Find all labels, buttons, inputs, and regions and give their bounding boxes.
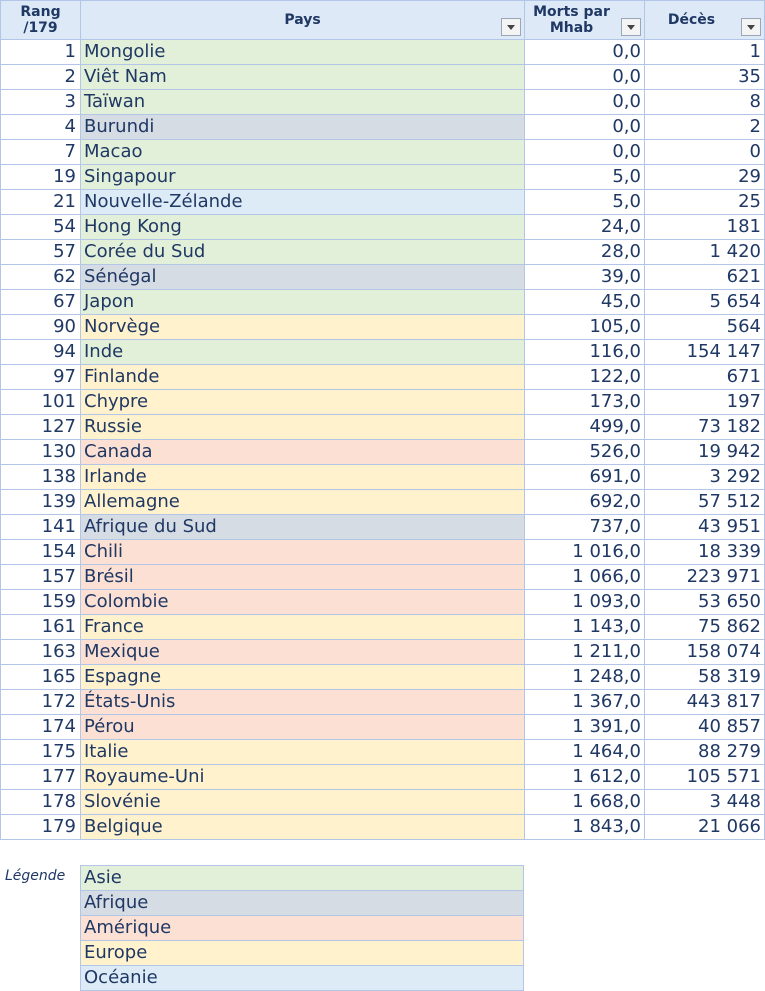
deaths-per-mhab-cell[interactable]: 1 211,0	[525, 640, 645, 665]
deaths-per-mhab-cell[interactable]: 173,0	[525, 390, 645, 415]
deaths-per-mhab-cell[interactable]: 1 093,0	[525, 590, 645, 615]
deaths-cell[interactable]: 5 654	[645, 290, 765, 315]
header-deaths[interactable]	[645, 1, 765, 40]
country-cell[interactable]: Inde	[81, 340, 525, 365]
deaths-cell[interactable]: 25	[645, 190, 765, 215]
country-cell[interactable]: Mongolie	[81, 40, 525, 65]
deaths-per-mhab-cell[interactable]: 5,0	[525, 165, 645, 190]
rank-cell[interactable]: 159	[1, 590, 81, 615]
deaths-per-mhab-cell[interactable]: 1 367,0	[525, 690, 645, 715]
deaths-per-mhab-cell[interactable]: 45,0	[525, 290, 645, 315]
country-cell[interactable]: Corée du Sud	[81, 240, 525, 265]
table-row	[1, 215, 765, 240]
chevron-down-icon	[627, 25, 635, 30]
deaths-cell[interactable]: 197	[645, 390, 765, 415]
country-cell[interactable]: Royaume-Uni	[81, 765, 525, 790]
rank-cell[interactable]: 179	[1, 815, 81, 840]
deaths-per-mhab-cell[interactable]: 0,0	[525, 40, 645, 65]
rank-cell[interactable]: 172	[1, 690, 81, 715]
rank-cell[interactable]: 139	[1, 490, 81, 515]
legend-body	[81, 866, 524, 991]
rank-cell[interactable]: 161	[1, 615, 81, 640]
rank-cell[interactable]: 54	[1, 215, 81, 240]
legend-item-asie: Asie	[81, 866, 524, 891]
table-row	[1, 690, 765, 715]
table-row	[1, 790, 765, 815]
deaths-cell[interactable]: 1 420	[645, 240, 765, 265]
rank-cell[interactable]: 3	[1, 90, 81, 115]
deaths-cell[interactable]: 40 857	[645, 715, 765, 740]
table-row	[1, 490, 765, 515]
deaths-per-mhab-cell[interactable]: 39,0	[525, 265, 645, 290]
deaths-per-mhab-cell[interactable]: 0,0	[525, 140, 645, 165]
table-row	[1, 190, 765, 215]
table-row	[1, 515, 765, 540]
table-row	[1, 90, 765, 115]
country-cell[interactable]: Chypre	[81, 390, 525, 415]
header-deaths-per-mhab[interactable]	[525, 1, 645, 40]
deaths-per-mhab-cell[interactable]: 737,0	[525, 515, 645, 540]
deaths-per-mhab-cell[interactable]: 1 016,0	[525, 540, 645, 565]
country-cell[interactable]: Sénégal	[81, 265, 525, 290]
country-cell[interactable]: Norvège	[81, 315, 525, 340]
deaths-per-mhab-cell[interactable]: 5,0	[525, 190, 645, 215]
table-row	[1, 740, 765, 765]
country-cell[interactable]: Irlande	[81, 465, 525, 490]
deaths-filter-dropdown[interactable]	[741, 18, 761, 36]
rank-cell[interactable]: 94	[1, 340, 81, 365]
table-row	[1, 640, 765, 665]
legend-item-amerique: Amérique	[81, 916, 524, 941]
deaths-per-mhab-cell[interactable]: 1 464,0	[525, 740, 645, 765]
deaths-cell[interactable]: 21 066	[645, 815, 765, 840]
rank-cell[interactable]: 141	[1, 515, 81, 540]
rank-cell[interactable]: 127	[1, 415, 81, 440]
rank-cell[interactable]: 138	[1, 465, 81, 490]
deaths-cell[interactable]: 18 339	[645, 540, 765, 565]
deaths-per-mhab-cell[interactable]: 1 668,0	[525, 790, 645, 815]
deaths-cell[interactable]: 105 571	[645, 765, 765, 790]
legend-item-afrique: Afrique	[81, 891, 524, 916]
country-cell[interactable]: Brésil	[81, 565, 525, 590]
deaths-cell[interactable]: 58 319	[645, 665, 765, 690]
legend-row	[81, 966, 524, 991]
country-cell[interactable]: Taïwan	[81, 90, 525, 115]
deaths-per-mhab-cell[interactable]: 1 612,0	[525, 765, 645, 790]
deaths-cell[interactable]: 29	[645, 165, 765, 190]
legend-row	[81, 866, 524, 891]
country-cell[interactable]: États-Unis	[81, 690, 525, 715]
country-cell[interactable]: Viêt Nam	[81, 65, 525, 90]
deaths-per-mhab-cell[interactable]: 122,0	[525, 365, 645, 390]
country-cell[interactable]: Colombie	[81, 590, 525, 615]
deaths-per-mhab-cell[interactable]: 24,0	[525, 215, 645, 240]
table-row	[1, 465, 765, 490]
deaths-cell[interactable]: 671	[645, 365, 765, 390]
country-cell[interactable]: Burundi	[81, 115, 525, 140]
country-cell[interactable]: Afrique du Sud	[81, 515, 525, 540]
rank-cell[interactable]: 57	[1, 240, 81, 265]
rank-cell[interactable]: 97	[1, 365, 81, 390]
country-cell[interactable]: Pérou	[81, 715, 525, 740]
country-cell[interactable]: France	[81, 615, 525, 640]
country-cell[interactable]: Canada	[81, 440, 525, 465]
country-cell[interactable]: Nouvelle-Zélande	[81, 190, 525, 215]
table-row	[1, 315, 765, 340]
table-row	[1, 340, 765, 365]
header-deaths-label: Décès	[667, 12, 716, 28]
deaths-cell[interactable]: 35	[645, 65, 765, 90]
deaths-cell[interactable]: 73 182	[645, 415, 765, 440]
table-row	[1, 765, 765, 790]
deaths-cell[interactable]: 154 147	[645, 340, 765, 365]
rank-cell[interactable]: 67	[1, 290, 81, 315]
rank-cell[interactable]: 7	[1, 140, 81, 165]
country-cell[interactable]: Chili	[81, 540, 525, 565]
country-cell[interactable]: Singapour	[81, 165, 525, 190]
deaths-cell[interactable]: 223 971	[645, 565, 765, 590]
legend-title: Légende	[5, 868, 66, 884]
deaths-per-mhab-cell[interactable]: 1 391,0	[525, 715, 645, 740]
rank-cell[interactable]: 157	[1, 565, 81, 590]
deaths-cell[interactable]: 53 650	[645, 590, 765, 615]
rank-cell[interactable]: 163	[1, 640, 81, 665]
header-row	[1, 1, 765, 40]
table-row	[1, 240, 765, 265]
header-deaths-per-mhab-label: Morts par Mhab	[533, 4, 610, 36]
deaths-cell[interactable]: 564	[645, 315, 765, 340]
rank-cell[interactable]: 19	[1, 165, 81, 190]
deaths-per-mhab-cell[interactable]: 499,0	[525, 415, 645, 440]
rank-cell[interactable]: 4	[1, 115, 81, 140]
header-country-label: Pays	[284, 12, 321, 28]
table-row	[1, 565, 765, 590]
legend-row	[81, 941, 524, 966]
table-row	[1, 165, 765, 190]
legend-item-europe: Europe	[81, 941, 524, 966]
deaths-cell[interactable]: 57 512	[645, 490, 765, 515]
deaths-cell[interactable]: 181	[645, 215, 765, 240]
table-row	[1, 40, 765, 65]
country-cell[interactable]: Mexique	[81, 640, 525, 665]
country-cell[interactable]: Slovénie	[81, 790, 525, 815]
country-cell[interactable]: Russie	[81, 415, 525, 440]
header-country[interactable]	[81, 1, 525, 40]
legend-table	[80, 865, 524, 991]
table-row	[1, 715, 765, 740]
deaths-cell[interactable]: 88 279	[645, 740, 765, 765]
deaths-cell[interactable]: 8	[645, 90, 765, 115]
rank-cell[interactable]: 2	[1, 65, 81, 90]
table-row	[1, 415, 765, 440]
country-cell[interactable]: Hong Kong	[81, 215, 525, 240]
deaths-cell[interactable]: 3 292	[645, 465, 765, 490]
country-cell[interactable]: Finlande	[81, 365, 525, 390]
deaths-per-mhab-cell[interactable]: 0,0	[525, 65, 645, 90]
rank-cell[interactable]: 175	[1, 740, 81, 765]
table-row	[1, 115, 765, 140]
deaths-per-mhab-cell[interactable]: 692,0	[525, 490, 645, 515]
country-cell[interactable]: Espagne	[81, 665, 525, 690]
table-row	[1, 590, 765, 615]
table-row	[1, 290, 765, 315]
deaths-per-mhab-cell[interactable]: 116,0	[525, 340, 645, 365]
legend-row	[81, 916, 524, 941]
deaths-per-mhab-cell[interactable]: 526,0	[525, 440, 645, 465]
table-row	[1, 265, 765, 290]
header-rank[interactable]	[1, 1, 81, 40]
table-row	[1, 140, 765, 165]
country-cell[interactable]: Japon	[81, 290, 525, 315]
deaths-cell[interactable]: 0	[645, 140, 765, 165]
country-cell[interactable]: Belgique	[81, 815, 525, 840]
rank-cell[interactable]: 21	[1, 190, 81, 215]
rank-cell[interactable]: 177	[1, 765, 81, 790]
rank-cell[interactable]: 130	[1, 440, 81, 465]
chevron-down-icon	[747, 25, 755, 30]
deaths-per-mhab-cell[interactable]: 1 843,0	[525, 815, 645, 840]
table-row	[1, 365, 765, 390]
deaths-per-mhab-cell[interactable]: 1 066,0	[525, 565, 645, 590]
country-cell[interactable]: Allemagne	[81, 490, 525, 515]
rank-cell[interactable]: 154	[1, 540, 81, 565]
rank-cell[interactable]: 178	[1, 790, 81, 815]
deaths-cell[interactable]: 621	[645, 265, 765, 290]
country-cell[interactable]: Italie	[81, 740, 525, 765]
deaths-per-mhab-cell[interactable]: 0,0	[525, 115, 645, 140]
deaths-per-mhab-filter-dropdown[interactable]	[621, 18, 641, 36]
table-row	[1, 815, 765, 840]
deaths-cell[interactable]: 43 951	[645, 515, 765, 540]
header-rank-label: Rang /179	[20, 4, 61, 36]
table-row	[1, 665, 765, 690]
deaths-per-mhab-cell[interactable]: 105,0	[525, 315, 645, 340]
deaths-per-mhab-cell[interactable]: 28,0	[525, 240, 645, 265]
table-row	[1, 615, 765, 640]
country-cell[interactable]: Macao	[81, 140, 525, 165]
rank-cell[interactable]: 90	[1, 315, 81, 340]
country-filter-dropdown[interactable]	[501, 18, 521, 36]
table-row	[1, 540, 765, 565]
deaths-cell[interactable]: 19 942	[645, 440, 765, 465]
table-row	[1, 390, 765, 415]
legend-row	[81, 891, 524, 916]
rank-cell[interactable]: 174	[1, 715, 81, 740]
deaths-per-mhab-cell[interactable]: 1 143,0	[525, 615, 645, 640]
deaths-cell[interactable]: 3 448	[645, 790, 765, 815]
deaths-cell[interactable]: 443 817	[645, 690, 765, 715]
rank-cell[interactable]: 101	[1, 390, 81, 415]
chevron-down-icon	[507, 25, 515, 30]
rank-cell[interactable]: 62	[1, 265, 81, 290]
deaths-cell[interactable]: 2	[645, 115, 765, 140]
deaths-per-mhab-cell[interactable]: 1 248,0	[525, 665, 645, 690]
deaths-per-mhab-cell[interactable]: 0,0	[525, 90, 645, 115]
rank-cell[interactable]: 1	[1, 40, 81, 65]
rank-cell[interactable]: 165	[1, 665, 81, 690]
deaths-per-mhab-cell[interactable]: 691,0	[525, 465, 645, 490]
deaths-cell[interactable]: 75 862	[645, 615, 765, 640]
deaths-cell[interactable]: 1	[645, 40, 765, 65]
table-body	[1, 40, 765, 840]
deaths-cell[interactable]: 158 074	[645, 640, 765, 665]
table-row	[1, 440, 765, 465]
table-row	[1, 65, 765, 90]
legend-item-oceanie: Océanie	[81, 966, 524, 991]
